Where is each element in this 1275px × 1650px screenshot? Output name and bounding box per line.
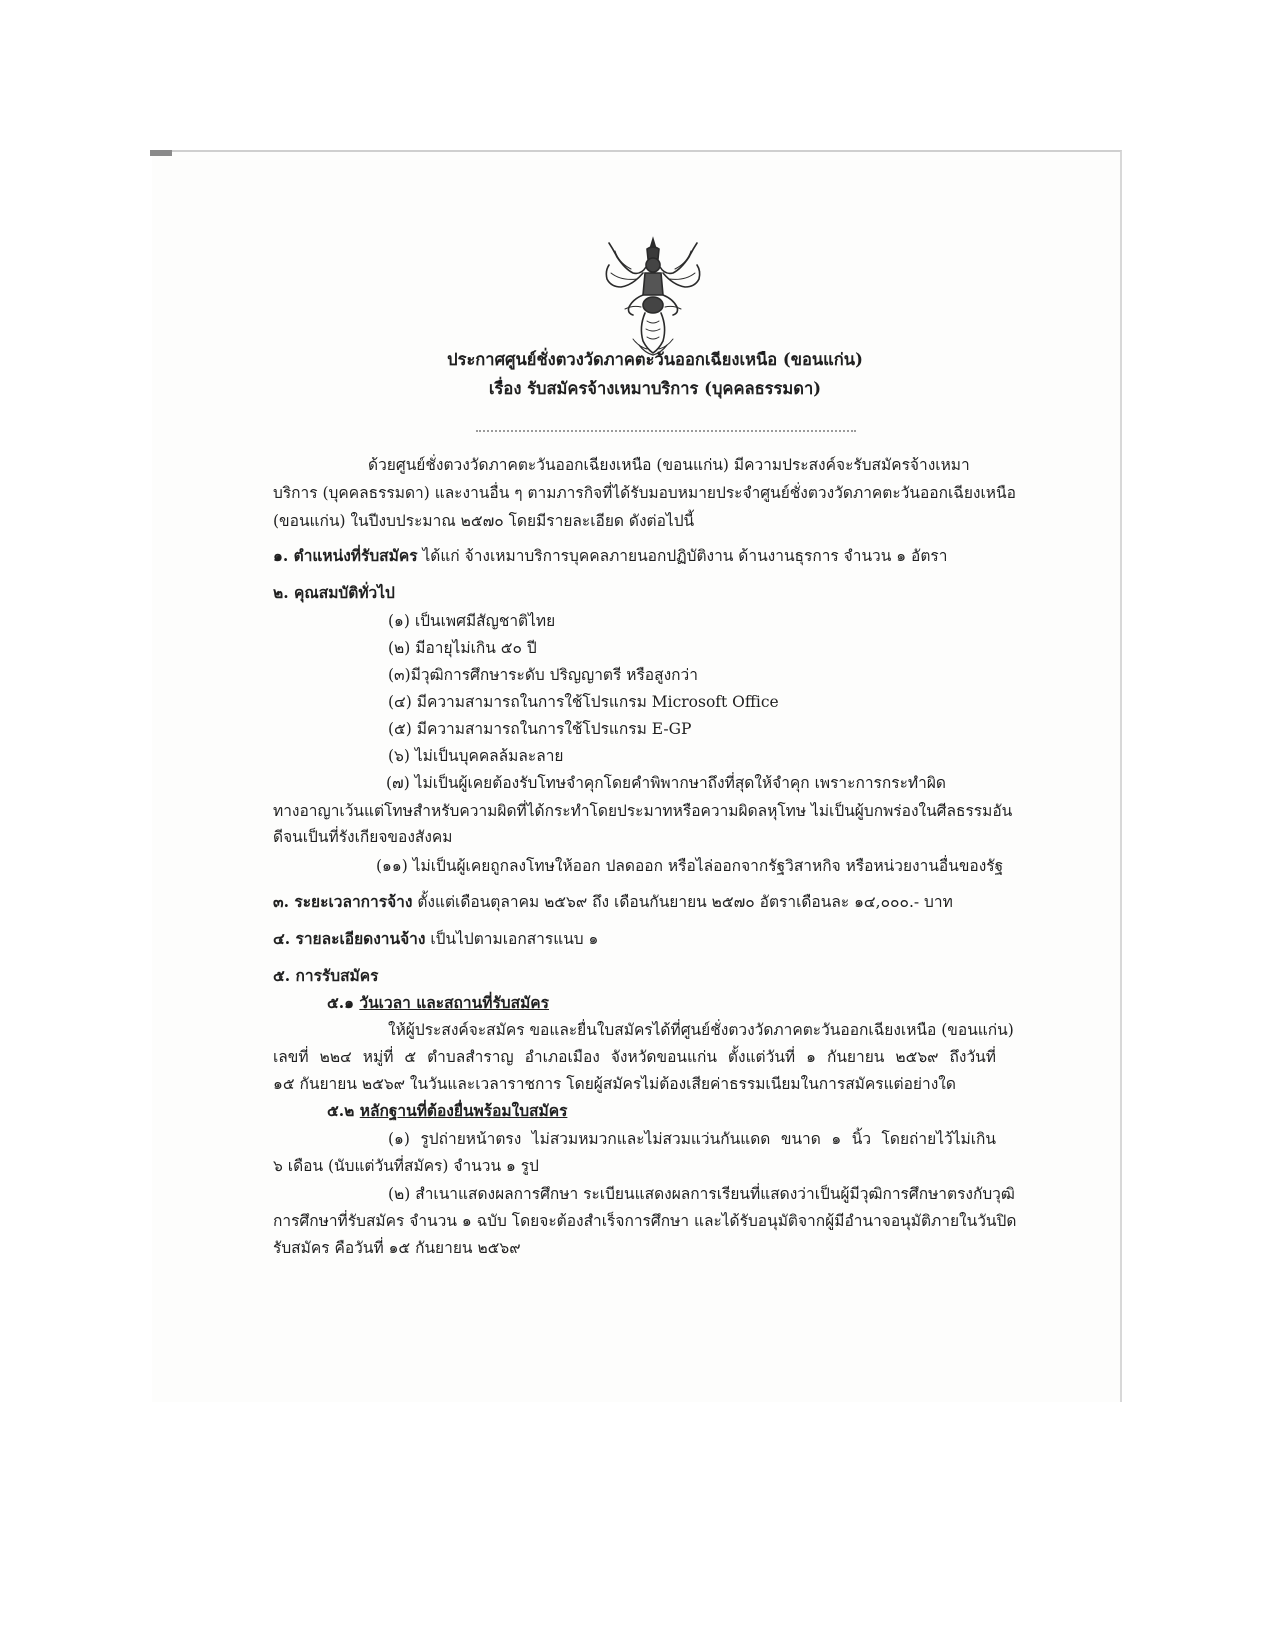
section-3 [273,891,953,913]
subsection-5-2-heading [327,1100,567,1122]
announcement-title: ประกาศศูนย์ชั่งตวงวัดภาคตะวันออกเฉียงเหนือ (ขอนแก่น) [447,350,863,369]
qualification-item: (๓)มีวุฒิการศึกษาระดับ ปริญญาตรี หรือสูงกว่า [388,666,698,684]
qualification-item: (๑) เป็นเพศมีสัญชาติไทย [388,612,556,630]
subsection-5-1-heading [327,992,549,1014]
document-item-1-line-2: ๖ เดือน (นับแต่วันที่สมัคร) จำนวน ๑ รูป [273,1157,539,1175]
garuda-emblem-icon [603,235,703,357]
document-item-2-line-1: (๒) สำเนาแสดงผลการศึกษา ระเบียนแสดงผลการเรียนที่แสดงว่าเป็นผู้มีวุฒิการศึกษาตรงกับวุฒิ [388,1185,1015,1203]
subsection-5-2-title: หลักฐานที่ต้องยื่นพร้อมใบสมัคร [359,1101,568,1120]
section-2-label: ๒. คุณสมบัติทั่วไป [273,583,395,602]
qualification-item: (๕) มีความสามารถในการใช้โปรแกรม E-GP [388,720,692,738]
document-item-2-line-3: รับสมัคร คือวันที่ ๑๕ กันยายน ๒๕๖๙ [273,1239,521,1257]
section-4-text: เป็นไปตามเอกสารแนบ ๑ [425,930,599,948]
section-5-label: ๕. การรับสมัคร [273,966,379,985]
qualification-item: (๖) ไม่เป็นบุคคลล้มละลาย [388,747,564,765]
document-item-1-line-1: (๑) รูปถ่ายหน้าตรง ไม่สวมหมวกและไม่สวมแว่นกันแดด ขนาด ๑ นิ้ว โดยถ่ายไว้ไม่เกิน [388,1130,996,1148]
title-divider [476,430,856,432]
subsection-5-1-title: วันเวลา และสถานที่รับสมัคร [359,993,549,1012]
section-1-label: ๑. ตำแหน่งที่รับสมัคร [273,546,418,565]
section-3-text: ตั้งแต่เดือนตุลาคม ๒๕๖๙ ถึง เดือนกันยายน ๒๕๗๐ อัตราเดือนละ ๑๔,๐๐๐.- บาท [412,893,953,911]
application-place-line-2: เลขที่ ๒๒๔ หมู่ที่ ๕ ตำบลสำราญ อำเภอเมือง จังหวัดขอนแก่น ตั้งแต่วันที่ ๑ กันยายน ๒๕๖๙ ถึงวันที่ [273,1048,996,1066]
subsection-5-2-number: ๕.๒ [327,1101,355,1120]
qualification-item-7: (๗) ไม่เป็นผู้เคยต้องรับโทษจำคุกโดยคำพิพากษาถึงที่สุดให้จำคุก เพราะการกระทำผิด [386,774,946,792]
qualification-item-11: (๑๑) ไม่เป็นผู้เคยถูกลงโทษให้ออก ปลดออก หรือไล่ออกจากรัฐวิสาหกิจ หรือหน่วยงานอื่นของรัฐ [376,857,1004,875]
section-4-label: ๔. รายละเอียดงานจ้าง [273,929,426,948]
section-1 [273,545,947,567]
application-place-line-1: ให้ผู้ประสงค์จะสมัคร ขอและยื่นใบสมัครได้ที่ศูนย์ชั่งตวงวัดภาคตะวันออกเฉียงเหนือ (ขอนแก่น) [388,1021,1014,1039]
subsection-5-1-number: ๕.๑ [327,993,354,1012]
announcement-subject: เรื่อง รับสมัครจ้างเหมาบริการ (บุคคลธรรมดา) [488,379,822,398]
section-3-label: ๓. ระยะเวลาการจ้าง [273,892,413,911]
section-1-text: ได้แก่ จ้างเหมาบริการบุคคลภายนอกปฏิบัติงาน ด้านงานธุรการ จำนวน ๑ อัตรา [417,547,948,565]
qualification-item: (๒) มีอายุไม่เกิน ๕๐ ปี [388,639,537,657]
intro-line-3: (ขอนแก่น) ในปีงบประมาณ ๒๕๗๐ โดยมีรายละเอียด ดังต่อไปนี้ [273,512,695,530]
qualification-item: (๔) มีความสามารถในการใช้โปรแกรม Microsoft Office [388,693,779,711]
application-place-line-3: ๑๕ กันยายน ๒๕๖๙ ในวันและเวลาราชการ โดยผู้สมัครไม่ต้องเสียค่าธรรมเนียมในการสมัครแต่อย่างใด [273,1075,956,1093]
document-item-2-line-2: การศึกษาที่รับสมัคร จำนวน ๑ ฉบับ โดยจะต้องสำเร็จการศึกษา และได้รับอนุมัติจากผู้มีอำนาจอนุมัติภายในวันปิด [273,1212,1017,1230]
qualification-item-7-cont: ทางอาญาเว้นแต่โทษสำหรับความผิดที่ได้กระทำโดยประมาทหรือความผิดลหุโทษ ไม่เป็นผู้บกพร่องในศีลธรรมอัน [273,802,1013,820]
section-4 [273,928,598,950]
scan-edge-mark [150,150,172,156]
intro-line-1: ด้วยศูนย์ชั่งตวงวัดภาคตะวันออกเฉียงเหนือ (ขอนแก่น) มีความประสงค์จะรับสมัครจ้างเหมา [368,456,970,474]
qualification-item-7-cont: ดีจนเป็นที่รังเกียจของสังคม [273,828,453,846]
intro-line-2: บริการ (บุคคลธรรมดา) และงานอื่น ๆ ตามภารกิจที่ได้รับมอบหมายประจำศูนย์ชั่งตวงวัดภาคตะวันออกเฉียงเหนือ [273,484,1016,502]
